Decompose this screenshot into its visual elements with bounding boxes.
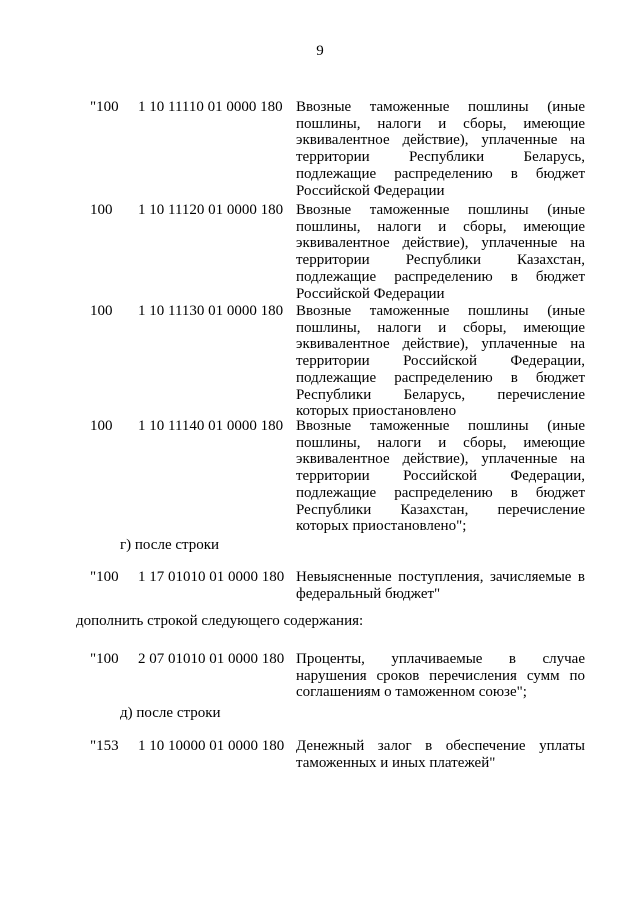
row-description: [296, 738, 585, 771]
section-g-heading: г) после строки: [120, 537, 220, 553]
description-line: которых приостановлено: [296, 403, 457, 420]
description-line: подлежащие распределению в бюджет: [296, 268, 585, 285]
description-line: подлежащие распределению в бюджет: [296, 484, 585, 501]
row-description: [296, 303, 585, 420]
description-line: Ввозные таможенные пошлины (иные: [296, 418, 585, 434]
description-line: эквивалентное действие), уплаченные на: [296, 451, 585, 468]
description-line: Ввозные таможенные пошлины (иные: [296, 202, 585, 218]
description-line: эквивалентное действие), уплаченные на: [296, 336, 585, 353]
description-line: территории Российской Федерации,: [296, 468, 585, 485]
budget-code-admin: 100: [90, 202, 113, 218]
description-line: таможенных и иных платежей": [296, 754, 496, 771]
budget-code-admin: "100: [90, 651, 119, 667]
description-line: территории Республики Беларусь,: [296, 149, 585, 166]
budget-classification-code: 1 10 11120 01 0000 180: [138, 202, 284, 218]
budget-classification-code: 1 10 10000 01 0000 180: [138, 738, 285, 754]
description-line: которых приостановлено";: [296, 518, 467, 535]
budget-classification-code: 2 07 01010 01 0000 180: [138, 651, 285, 667]
description-line: пошлины, налоги и сборы, имеющие: [296, 115, 585, 132]
description-line: Российской Федерации: [296, 285, 445, 302]
budget-code-admin: "100: [90, 99, 119, 115]
description-line: пошлины, налоги и сборы, имеющие: [296, 319, 585, 336]
description-line: Республики Беларусь, перечисление: [296, 386, 585, 403]
description-line: Ввозные таможенные пошлины (иные: [296, 303, 585, 319]
row-description: [296, 651, 585, 701]
description-line: эквивалентное действие), уплаченные на: [296, 235, 585, 252]
row-description: [296, 569, 585, 602]
description-line: территории Республики Казахстан,: [296, 252, 585, 269]
budget-code-admin: 100: [90, 418, 113, 434]
description-line: Ввозные таможенные пошлины (иные: [296, 99, 585, 115]
description-line: Невыясненные поступления, зачисляемые в: [296, 569, 585, 585]
description-line: подлежащие распределению в бюджет: [296, 165, 585, 182]
budget-classification-code: 1 17 01010 01 0000 180: [138, 569, 285, 585]
description-line: территории Российской Федерации,: [296, 353, 585, 370]
description-line: нарушения сроков перечисления сумм по: [296, 667, 585, 684]
description-line: эквивалентное действие), уплаченные на: [296, 132, 585, 149]
budget-code-admin: 100: [90, 303, 113, 319]
budget-classification-code: 1 10 11140 01 0000 180: [138, 418, 284, 434]
budget-code-admin: "100: [90, 569, 119, 585]
description-line: соглашениям о таможенном союзе";: [296, 684, 527, 701]
budget-code-admin: "153: [90, 738, 119, 754]
description-line: Проценты, уплачиваемые в случае: [296, 651, 585, 667]
section-d-heading: д) после строки: [120, 705, 221, 721]
description-line: Российской Федерации: [296, 182, 445, 199]
row-description: [296, 202, 585, 302]
budget-classification-code: 1 10 11110 01 0000 180: [138, 99, 283, 115]
description-line: Республики Казахстан, перечисление: [296, 501, 585, 518]
row-description: [296, 99, 585, 199]
description-line: Денежный залог в обеспечение уплаты: [296, 738, 585, 754]
supplement-text: дополнить строкой следующего содержания:: [76, 613, 364, 629]
description-line: пошлины, налоги и сборы, имеющие: [296, 434, 585, 451]
page-number: 9: [316, 43, 324, 59]
row-description: [296, 418, 585, 535]
description-line: подлежащие распределению в бюджет: [296, 369, 585, 386]
description-line: федеральный бюджет": [296, 585, 441, 602]
budget-classification-code: 1 10 11130 01 0000 180: [138, 303, 284, 319]
description-line: пошлины, налоги и сборы, имеющие: [296, 218, 585, 235]
